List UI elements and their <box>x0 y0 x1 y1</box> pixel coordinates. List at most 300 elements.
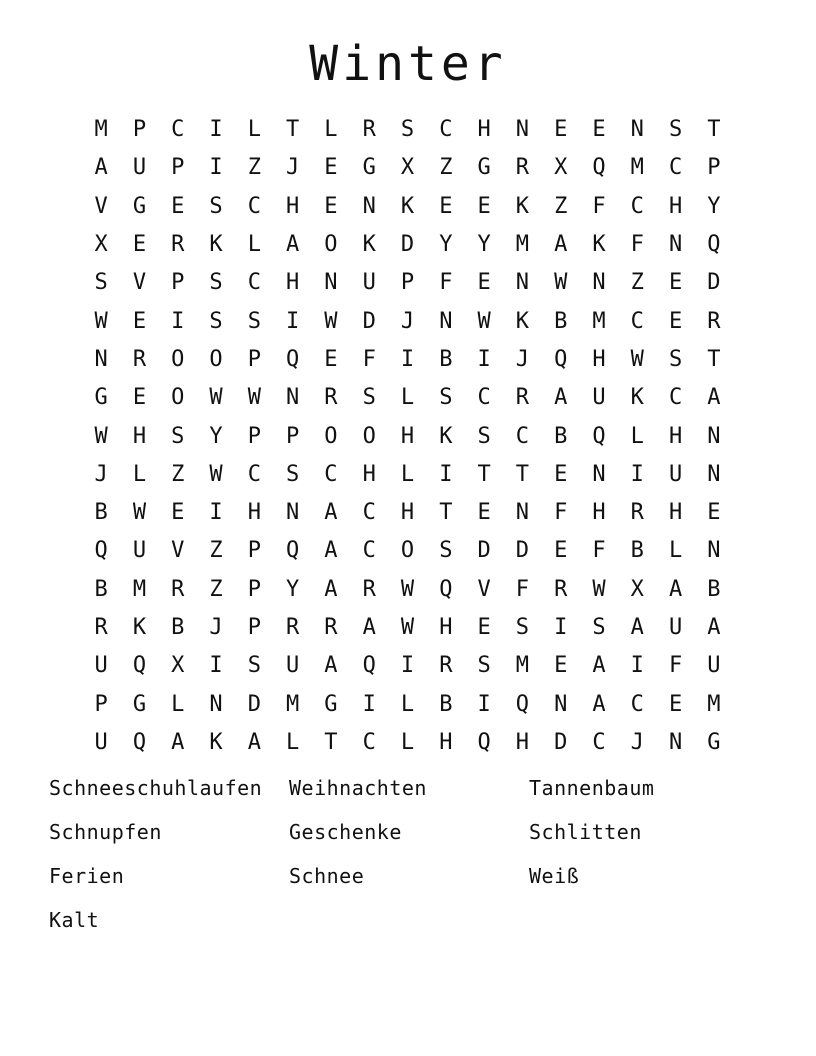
grid-letter: R <box>439 653 453 679</box>
grid-letter: Q <box>554 346 568 372</box>
grid-letter: E <box>592 117 606 143</box>
grid-letter: F <box>668 653 683 679</box>
letter-grid <box>82 111 734 762</box>
grid-row <box>82 532 734 570</box>
grid-letter: L <box>324 117 338 143</box>
grid-letter: S <box>477 653 491 679</box>
grid-letter: N <box>554 691 568 717</box>
grid-letter: U <box>286 653 300 679</box>
grid-letter: A <box>707 385 721 411</box>
grid-letter: S <box>247 653 261 679</box>
grid-letter: S <box>592 615 606 640</box>
grid-letter: S <box>477 423 491 449</box>
grid-letter: J <box>209 615 223 640</box>
grid-letter: Y <box>209 423 223 449</box>
grid-letter: R <box>515 385 530 411</box>
grid-letter: K <box>209 232 223 258</box>
grid-letter: K <box>515 308 530 334</box>
grid-letter: Y <box>707 193 721 219</box>
grid-letter: A <box>362 615 376 640</box>
grid-letter: D <box>515 538 530 564</box>
grid-letter: V <box>171 538 185 564</box>
grid-letter: L <box>286 729 300 755</box>
grid-letter: S <box>209 193 223 219</box>
grid-letter: E <box>707 500 721 526</box>
grid-letter: E <box>324 155 338 181</box>
grid-letter: E <box>477 615 491 640</box>
grid-letter: P <box>171 270 185 296</box>
grid-letter: M <box>592 308 606 334</box>
grid-letter: C <box>630 308 644 334</box>
word-list-item: Schlitten <box>529 820 642 844</box>
grid-letter: N <box>668 232 683 258</box>
grid-letter: N <box>592 461 606 487</box>
word-list-item: Geschenke <box>289 820 402 844</box>
grid-letter: X <box>554 155 568 181</box>
grid-row <box>82 111 734 149</box>
word-list-item: Tannenbaum <box>529 776 655 800</box>
grid-letter: L <box>171 691 185 717</box>
grid-letter: A <box>247 729 261 755</box>
grid-letter: O <box>400 538 415 564</box>
grid-letter: C <box>247 193 261 219</box>
grid-letter: R <box>515 155 530 181</box>
grid-letter: H <box>439 615 453 640</box>
grid-letter: C <box>247 270 261 296</box>
grid-letter: W <box>209 385 223 411</box>
grid-letter: I <box>477 346 491 372</box>
grid-letter: A <box>324 500 338 526</box>
grid-letter: J <box>515 346 530 372</box>
grid-letter: G <box>324 691 338 717</box>
grid-letter: P <box>400 270 415 296</box>
grid-letter: E <box>554 117 568 143</box>
grid-letter: E <box>554 538 568 564</box>
grid-letter: P <box>132 117 147 143</box>
grid-letter: U <box>668 461 683 487</box>
grid-letter: H <box>668 500 683 526</box>
grid-letter: U <box>592 385 606 411</box>
grid-letter: I <box>477 691 491 717</box>
grid-letter: S <box>439 385 453 411</box>
word-list <box>49 775 769 933</box>
grid-letter: B <box>439 691 453 717</box>
grid-letter: R <box>362 117 376 143</box>
grid-letter: A <box>554 232 568 258</box>
grid-letter: H <box>286 193 300 219</box>
grid-letter: T <box>324 729 338 755</box>
grid-letter: I <box>171 308 185 334</box>
grid-letter: A <box>668 576 683 602</box>
grid-letter: N <box>324 270 338 296</box>
grid-letter: P <box>247 423 261 449</box>
grid-letter: N <box>630 117 644 143</box>
grid-letter: Q <box>94 538 108 564</box>
grid-letter: S <box>515 615 530 640</box>
grid-letter: H <box>400 500 415 526</box>
grid-letter: N <box>515 117 530 143</box>
grid-letter: L <box>668 538 683 564</box>
grid-letter: N <box>707 423 721 449</box>
grid-letter: F <box>362 346 376 372</box>
grid-letter: U <box>668 615 683 640</box>
grid-letter: U <box>132 155 147 181</box>
grid-letter: M <box>515 653 530 679</box>
grid-letter: F <box>515 576 530 602</box>
grid-letter: R <box>324 615 338 640</box>
grid-letter: E <box>171 500 185 526</box>
grid-letter: S <box>209 270 223 296</box>
grid-letter: I <box>362 691 376 717</box>
grid-letter: O <box>171 385 185 411</box>
grid-letter: A <box>171 729 185 755</box>
grid-letter: H <box>592 500 606 526</box>
grid-letter: C <box>362 729 376 755</box>
grid-letter: H <box>362 461 376 487</box>
grid-letter: G <box>707 729 721 755</box>
grid-letter: W <box>554 270 568 296</box>
grid-letter: O <box>362 423 376 449</box>
grid-letter: R <box>94 615 108 640</box>
grid-letter: Y <box>439 232 453 258</box>
grid-letter: J <box>400 308 415 334</box>
grid-letter: K <box>630 385 644 411</box>
grid-letter: P <box>171 155 185 181</box>
grid-letter: A <box>324 538 338 564</box>
grid-letter: N <box>707 538 721 564</box>
grid-letter: L <box>400 461 415 487</box>
grid-letter: S <box>400 117 415 143</box>
grid-letter: I <box>439 461 453 487</box>
grid-letter: S <box>171 423 185 449</box>
grid-letter: C <box>439 117 453 143</box>
grid-letter: V <box>132 270 147 296</box>
grid-letter: D <box>400 232 415 258</box>
grid-letter: N <box>707 461 721 487</box>
grid-letter: E <box>132 308 147 334</box>
grid-letter: E <box>132 385 147 411</box>
grid-letter: D <box>707 270 721 296</box>
grid-letter: U <box>94 653 108 679</box>
grid-letter: Q <box>286 346 300 372</box>
grid-letter: S <box>439 538 453 564</box>
grid-letter: M <box>707 691 721 717</box>
grid-letter: G <box>132 193 147 219</box>
word-list-item: Schneeschuhlaufen <box>49 776 263 800</box>
grid-letter: E <box>554 653 568 679</box>
grid-letter: B <box>554 423 568 449</box>
grid-letter: A <box>630 615 644 640</box>
grid-letter: E <box>171 193 185 219</box>
grid-letter: W <box>324 308 338 334</box>
grid-letter: I <box>554 615 568 640</box>
grid-letter: T <box>439 500 453 526</box>
grid-letter: I <box>630 653 644 679</box>
grid-letter: U <box>132 538 147 564</box>
grid-letter: R <box>707 308 721 334</box>
grid-letter: O <box>209 346 223 372</box>
grid-letter: Z <box>209 576 223 602</box>
grid-letter: A <box>592 653 606 679</box>
grid-letter: E <box>324 346 338 372</box>
grid-letter: P <box>286 423 300 449</box>
grid-letter: R <box>171 576 185 602</box>
grid-letter: K <box>362 232 376 258</box>
grid-letter: J <box>94 461 108 487</box>
word-list-item: Weihnachten <box>289 776 427 800</box>
grid-letter: C <box>362 500 376 526</box>
grid-letter: X <box>94 232 108 258</box>
grid-letter: P <box>247 538 261 564</box>
grid-letter: R <box>630 500 644 526</box>
grid-letter: L <box>400 385 415 411</box>
grid-letter: B <box>707 576 721 602</box>
grid-letter: A <box>324 653 338 679</box>
grid-letter: E <box>132 232 147 258</box>
grid-letter: K <box>439 423 453 449</box>
grid-letter: H <box>247 500 261 526</box>
grid-letter: C <box>630 193 644 219</box>
grid-letter: V <box>94 193 108 219</box>
grid-letter: Q <box>515 691 530 717</box>
grid-letter: P <box>94 691 108 717</box>
grid-letter: B <box>171 615 185 640</box>
grid-letter: D <box>477 538 491 564</box>
grid-letter: C <box>592 729 606 755</box>
grid-letter: V <box>477 576 491 602</box>
grid-letter: P <box>247 346 261 372</box>
grid-letter: M <box>94 117 108 143</box>
grid-letter: K <box>209 729 223 755</box>
grid-letter: H <box>439 729 453 755</box>
grid-row <box>82 647 734 685</box>
grid-letter: H <box>477 117 491 143</box>
grid-letter: K <box>592 232 606 258</box>
grid-letter: D <box>362 308 376 334</box>
grid-letter: Z <box>209 538 223 564</box>
grid-letter: F <box>592 538 606 564</box>
grid-row <box>82 302 734 340</box>
grid-letter: L <box>247 232 261 258</box>
grid-letter: A <box>286 232 300 258</box>
grid-letter: R <box>362 576 376 602</box>
grid-letter: N <box>362 193 376 219</box>
grid-row <box>82 685 734 723</box>
grid-letter: I <box>209 653 223 679</box>
grid-letter: I <box>209 500 223 526</box>
grid-letter: T <box>707 346 721 372</box>
grid-letter: X <box>171 653 185 679</box>
grid-letter: S <box>668 346 683 372</box>
grid-letter: Q <box>439 576 453 602</box>
grid-letter: F <box>592 193 606 219</box>
grid-letter: U <box>707 653 721 679</box>
grid-letter: I <box>286 308 300 334</box>
grid-letter: I <box>400 653 415 679</box>
grid-row <box>82 149 734 187</box>
grid-letter: T <box>477 461 491 487</box>
grid-letter: W <box>209 461 223 487</box>
grid-row <box>82 724 734 762</box>
grid-letter: G <box>477 155 491 181</box>
word-list-item: Weiß <box>529 864 580 888</box>
grid-letter: Z <box>171 461 185 487</box>
grid-row <box>82 571 734 609</box>
grid-letter: B <box>439 346 453 372</box>
grid-letter: A <box>324 576 338 602</box>
grid-letter: R <box>286 615 300 640</box>
grid-letter: J <box>286 155 300 181</box>
grid-letter: R <box>132 346 147 372</box>
word-list-item: Schnee <box>289 864 365 888</box>
grid-letter: W <box>477 308 491 334</box>
grid-letter: F <box>554 500 568 526</box>
grid-letter: W <box>400 576 415 602</box>
grid-letter: S <box>209 308 223 334</box>
grid-letter: N <box>286 500 300 526</box>
grid-letter: W <box>247 385 261 411</box>
grid-letter: H <box>132 423 147 449</box>
grid-letter: B <box>554 308 568 334</box>
grid-letter: O <box>171 346 185 372</box>
grid-letter: I <box>630 461 644 487</box>
grid-letter: Q <box>132 729 147 755</box>
grid-letter: M <box>630 155 644 181</box>
grid-letter: H <box>286 270 300 296</box>
grid-letter: C <box>630 691 644 717</box>
grid-letter: Q <box>132 653 147 679</box>
grid-letter: H <box>515 729 530 755</box>
grid-letter: T <box>515 461 530 487</box>
grid-letter: M <box>515 232 530 258</box>
grid-letter: A <box>94 155 108 181</box>
grid-letter: R <box>171 232 185 258</box>
grid-letter: E <box>324 193 338 219</box>
grid-letter: E <box>668 691 683 717</box>
grid-row <box>82 226 734 264</box>
grid-letter: E <box>439 193 453 219</box>
grid-letter: W <box>630 346 644 372</box>
grid-letter: Z <box>630 270 644 296</box>
grid-letter: S <box>286 461 300 487</box>
grid-letter: N <box>286 385 300 411</box>
grid-row <box>82 341 734 379</box>
grid-letter: I <box>209 155 223 181</box>
grid-letter: R <box>324 385 338 411</box>
grid-letter: N <box>515 500 530 526</box>
grid-letter: F <box>439 270 453 296</box>
grid-letter: G <box>132 691 147 717</box>
grid-letter: E <box>477 193 491 219</box>
grid-letter: C <box>668 155 683 181</box>
grid-letter: Q <box>707 232 721 258</box>
grid-row <box>82 456 734 494</box>
grid-letter: P <box>247 615 261 640</box>
grid-letter: Q <box>477 729 491 755</box>
grid-letter: C <box>324 461 338 487</box>
grid-letter: P <box>707 155 721 181</box>
grid-letter: P <box>247 576 261 602</box>
grid-letter: E <box>668 270 683 296</box>
grid-letter: O <box>324 232 338 258</box>
grid-letter: A <box>592 691 606 717</box>
word-list-item: Kalt <box>49 908 100 932</box>
grid-letter: B <box>630 538 644 564</box>
grid-letter: L <box>630 423 644 449</box>
grid-letter: H <box>592 346 606 372</box>
grid-letter: U <box>94 729 108 755</box>
grid-letter: K <box>400 193 415 219</box>
grid-letter: W <box>592 576 606 602</box>
grid-letter: N <box>94 346 108 372</box>
grid-letter: N <box>592 270 606 296</box>
grid-letter: K <box>132 615 147 640</box>
grid-letter: Z <box>247 155 261 181</box>
grid-letter: G <box>362 155 376 181</box>
grid-row <box>82 609 734 647</box>
grid-letter: J <box>630 729 644 755</box>
word-list-item: Ferien <box>49 864 125 888</box>
grid-letter: L <box>400 691 415 717</box>
word-list-item: Schnupfen <box>49 820 162 844</box>
grid-letter: F <box>630 232 644 258</box>
grid-letter: E <box>554 461 568 487</box>
grid-letter: I <box>400 346 415 372</box>
grid-letter: C <box>171 117 185 143</box>
grid-letter: E <box>668 308 683 334</box>
grid-letter: Q <box>286 538 300 564</box>
grid-letter: N <box>515 270 530 296</box>
grid-letter: O <box>324 423 338 449</box>
grid-letter: S <box>247 308 261 334</box>
grid-letter: N <box>668 729 683 755</box>
grid-letter: S <box>94 270 108 296</box>
grid-letter: H <box>668 423 683 449</box>
grid-letter: C <box>477 385 491 411</box>
grid-letter: S <box>668 117 683 143</box>
grid-letter: G <box>94 385 108 411</box>
grid-letter: R <box>554 576 568 602</box>
grid-letter: A <box>554 385 568 411</box>
grid-letter: H <box>400 423 415 449</box>
grid-letter: C <box>247 461 261 487</box>
grid-letter: E <box>477 270 491 296</box>
grid-letter: Q <box>592 155 606 181</box>
grid-letter: T <box>707 117 721 143</box>
grid-row <box>82 188 734 226</box>
grid-letter: C <box>515 423 530 449</box>
grid-letter: C <box>362 538 376 564</box>
grid-letter: A <box>707 615 721 640</box>
grid-letter: L <box>400 729 415 755</box>
grid-letter: Q <box>592 423 606 449</box>
grid-letter: W <box>400 615 415 640</box>
grid-letter: T <box>286 117 300 143</box>
grid-letter: H <box>668 193 683 219</box>
grid-letter: C <box>668 385 683 411</box>
page-title: Winter <box>309 36 507 92</box>
grid-letter: I <box>209 117 223 143</box>
grid-letter: M <box>286 691 300 717</box>
grid-row <box>82 417 734 455</box>
grid-letter: X <box>630 576 644 602</box>
grid-letter: S <box>362 385 376 411</box>
grid-row <box>82 264 734 302</box>
grid-letter: Z <box>439 155 453 181</box>
grid-row <box>82 379 734 417</box>
grid-letter: K <box>515 193 530 219</box>
grid-letter: W <box>94 423 108 449</box>
